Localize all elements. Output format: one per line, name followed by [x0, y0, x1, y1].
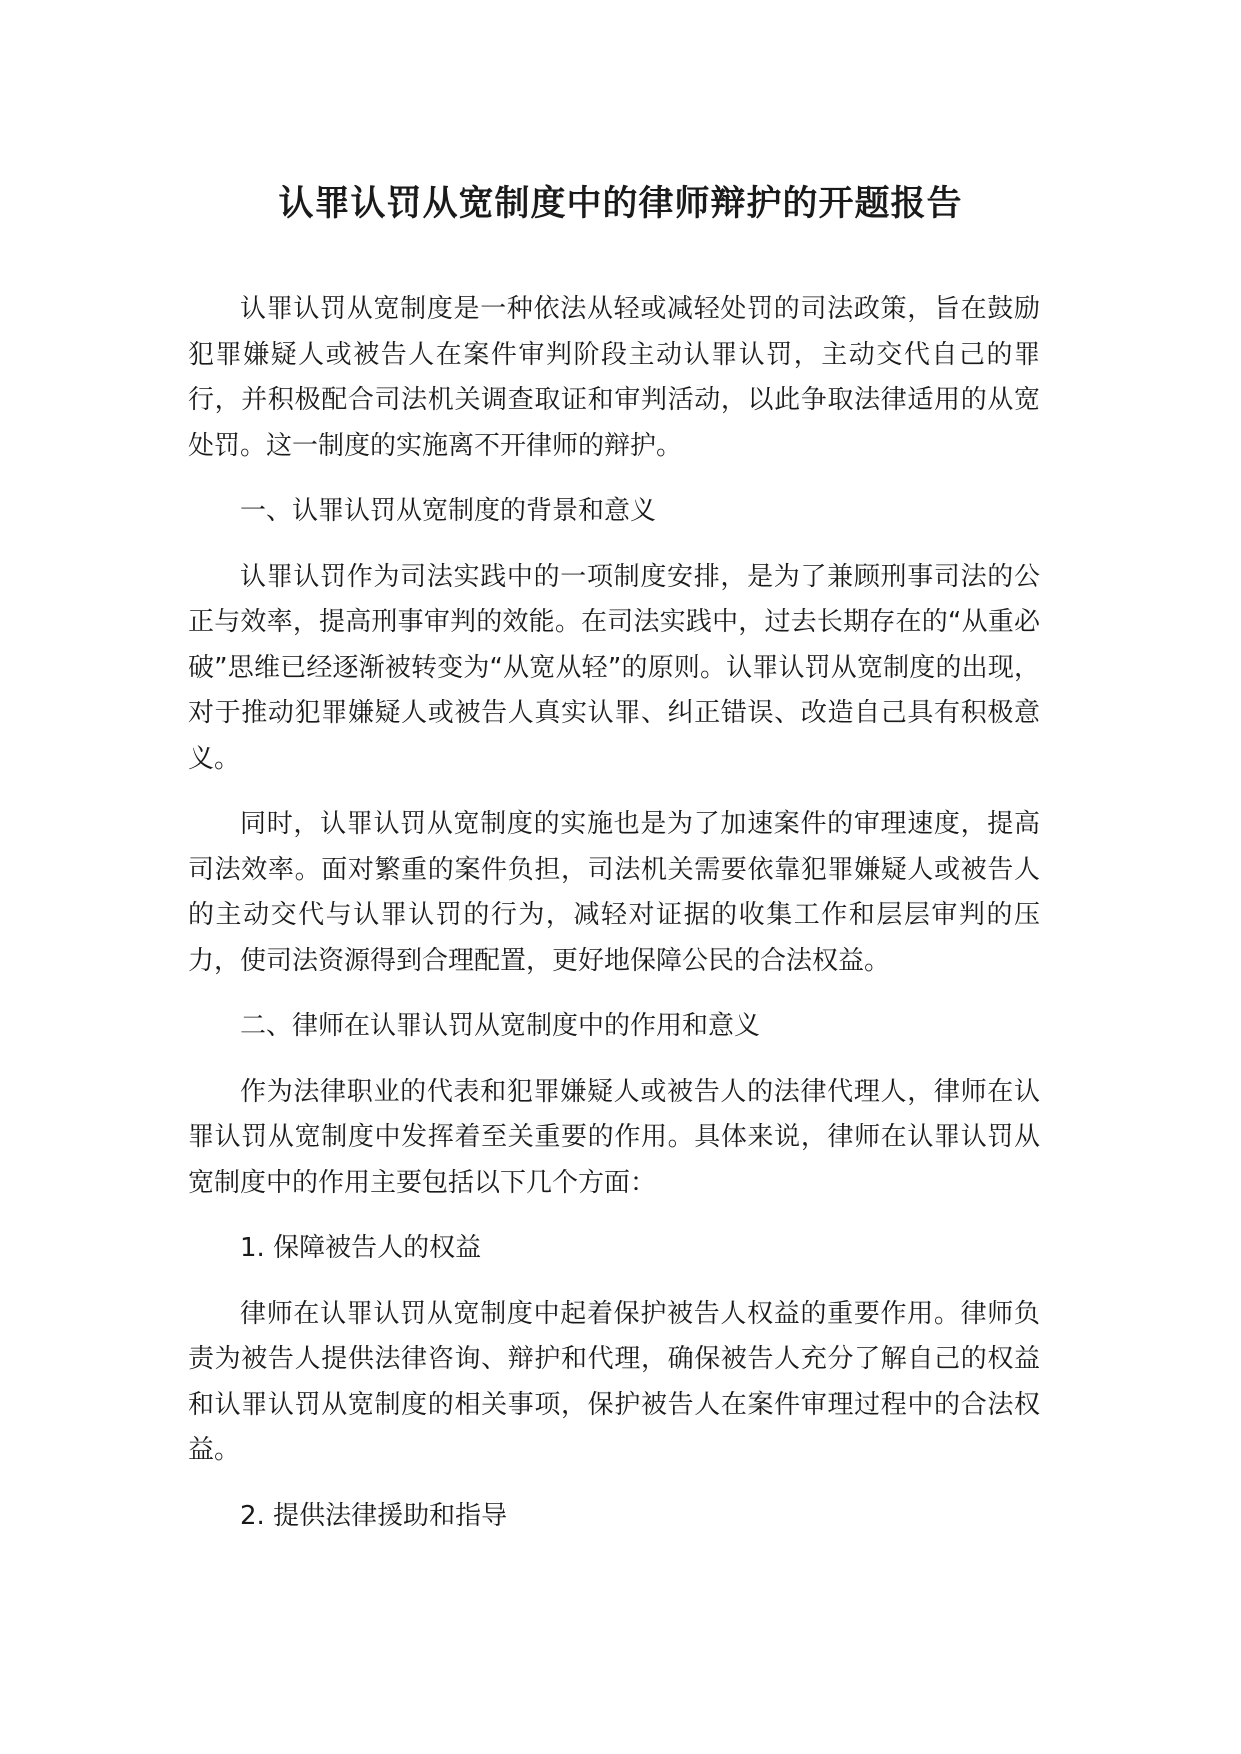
subsection-heading-2: 2. 提供法律援助和指导 — [240, 1500, 508, 1531]
intro-paragraph: 认罪认罚从宽制度是一种依法从轻或减轻处罚的司法政策，旨在鼓励犯罪嫌疑人或被告人在案件审判阶段主动认罪认罚，主动交代自己的罪行，并积极配合司法机关调查取证和审判活动，以此争取法律适用的从宽处罚。这一制度的实施离不开律师的辩护。 — [188, 294, 1040, 461]
section-2-paragraph-1: 作为法律职业的代表和犯罪嫌疑人或被告人的法律代理人，律师在认罪认罚从宽制度中发挥着至关重要的作用。具体来说，律师在认罪认罚从宽制度中的作用主要包括以下几个方面： — [188, 1076, 1040, 1198]
section-heading-1: 一、认罪认罚从宽制度的背景和意义 — [240, 496, 657, 526]
section-1-paragraph-2: 同时，认罪认罚从宽制度的实施也是为了加速案件的审理速度，提高司法效率。面对繁重的案件负担，司法机关需要依靠犯罪嫌疑人或被告人的主动交代与认罪认罚的行为，减轻对证据的收集工作和层层审判的压力，使司法资源得到合理配置，更好地保障公民的合法权益。 — [188, 809, 1040, 976]
document-body — [188, 287, 1040, 1559]
subsection-heading-1: 1. 保障被告人的权益 — [240, 1233, 482, 1263]
document-title: 认罪认罚从宽制度中的律师辩护的开题报告 — [278, 184, 963, 224]
section-1-paragraph-1: 认罪认罚作为司法实践中的一项制度安排，是为了兼顾刑事司法的公正与效率，提高刑事审判的效能。在司法实践中，过去长期存在的“从重必破”思维已经逐渐被转变为“从宽从轻”的原则。认罪认罚从宽制度的出现，对于推动犯罪嫌疑人或被告人真实认罪、纠正错误、改造自己具有积极意义。 — [188, 561, 1040, 774]
section-heading-2: 二、律师在认罪认罚从宽制度中的作用和意义 — [240, 1011, 761, 1041]
subsection-1-paragraph: 律师在认罪认罚从宽制度中起着保护被告人权益的重要作用。律师负责为被告人提供法律咨询、辩护和代理，确保被告人充分了解自己的权益和认罪认罚从宽制度的相关事项，保护被告人在案件审理过程中的合法权益。 — [188, 1298, 1040, 1465]
